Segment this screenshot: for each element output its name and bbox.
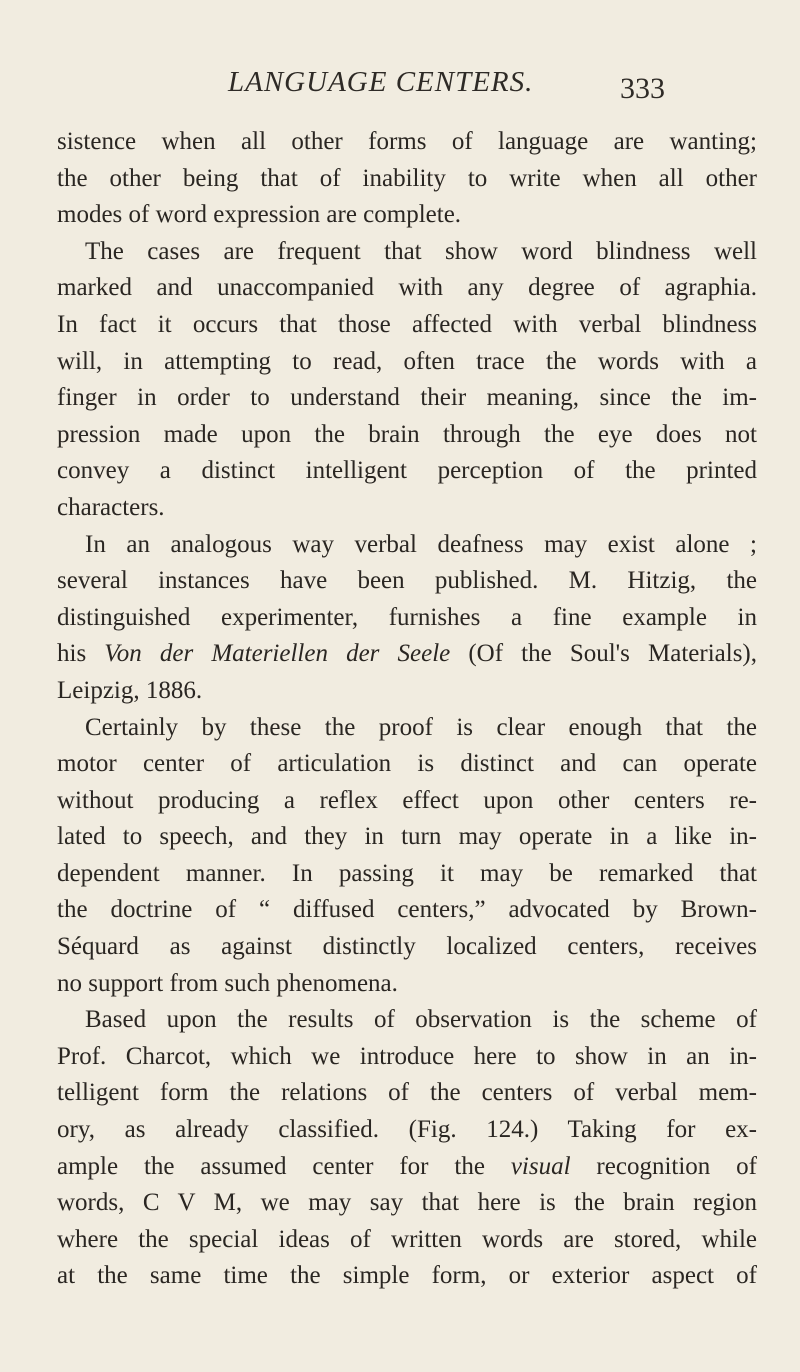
text-line: In an analogous way verbal deafness may exist alone ;: [85, 530, 757, 558]
body-text: [57, 124, 757, 1295]
text-line: motor center of articulation is distinct and can operate: [57, 750, 757, 778]
text-line: will, in attempting to read, often trace the words with a: [57, 347, 757, 375]
text-line: Séquard as against distinctly localized centers, receives: [57, 933, 757, 961]
text-line: The cases are frequent that show word blindness well: [85, 237, 757, 265]
text-line: lated to speech, and they in turn may operate in a like in-: [57, 823, 757, 851]
text-line: the other being that of inability to write when all other: [57, 164, 757, 192]
text-line: pression made upon the brain through the eye does not: [57, 420, 757, 448]
text-line: sistence when all other forms of language are wanting;: [57, 128, 757, 155]
running-title: LANGUAGE CENTERS.: [228, 66, 534, 98]
text-line: the doctrine of “ diffused centers,” advocated by Brown-: [57, 896, 757, 924]
text-line: no support from such phenomena.: [57, 969, 398, 997]
text-line: modes of word expression are complete.: [57, 201, 462, 229]
text-line: characters.: [57, 493, 165, 521]
text-line: Based upon the results of observation is the scheme of: [85, 1006, 757, 1034]
text-line: distinguished experimenter, furnishes a fine example in: [57, 603, 757, 631]
text-line: ample the assumed center for the visual recognition of: [57, 1152, 757, 1180]
text-line: marked and unaccompanied with any degree of agraphia.: [57, 274, 757, 302]
text-line: his Von der Materiellen der Seele (Of the Soul's Materials),: [57, 640, 757, 668]
text-line: dependent manner. In passing it may be remarked that: [57, 859, 757, 887]
text-line: ory, as already classified. (Fig. 124.) Taking for ex-: [57, 1116, 757, 1144]
text-line: where the special ideas of written words are stored, while: [57, 1225, 757, 1253]
text-line: finger in order to understand their meaning, since the im-: [57, 384, 757, 412]
text-line: words, C V M, we may say that here is the brain region: [57, 1189, 757, 1217]
text-line: Prof. Charcot, which we introduce here to show in an in-: [57, 1042, 757, 1070]
text-line: Certainly by these the proof is clear enough that the: [85, 713, 757, 741]
text-line: Leipzig, 1886.: [57, 676, 203, 704]
text-line: at the same time the simple form, or exterior aspect of: [57, 1262, 757, 1290]
page-number: 333: [620, 72, 665, 105]
text-line: telligent form the relations of the centers of verbal mem-: [57, 1079, 757, 1107]
text-line: several instances have been published. M. Hitzig, the: [57, 567, 757, 595]
text-line: In fact it occurs that those affected with verbal blindness: [57, 310, 757, 338]
text-line: convey a distinct intelligent perception of the printed: [57, 457, 757, 485]
text-line: without producing a reflex effect upon other centers re-: [57, 786, 757, 814]
